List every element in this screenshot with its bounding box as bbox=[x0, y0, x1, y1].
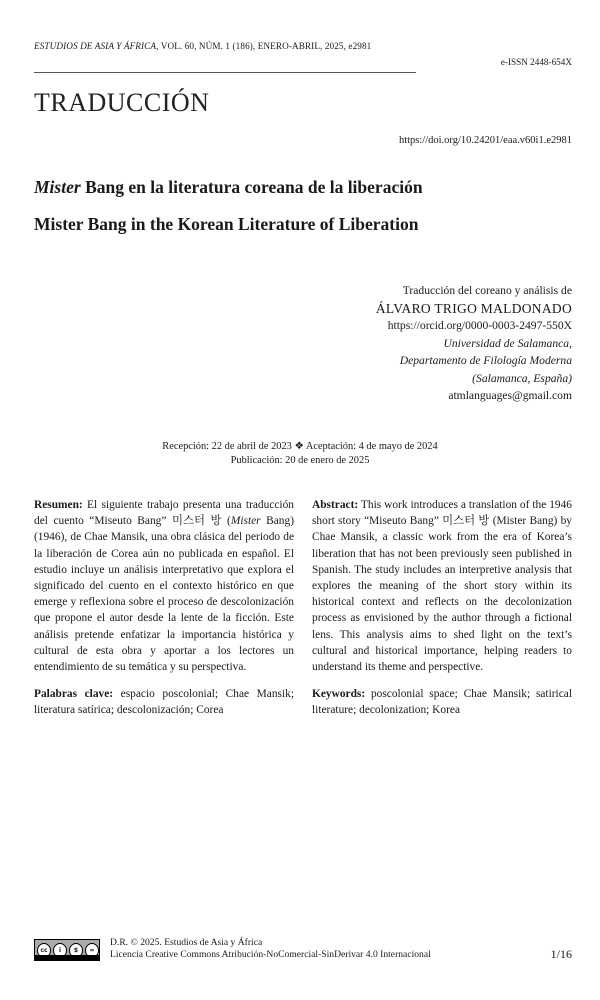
section-title: TRADUCCIÓN bbox=[34, 88, 210, 117]
footer-text bbox=[110, 937, 431, 961]
page-number: 1/16 bbox=[550, 947, 572, 961]
author-role: Traducción del coreano y análisis de bbox=[402, 284, 572, 297]
palabras-clave-text: espacio poscolonial; Chae Mansik; literatura satírica; descolonización; Corea bbox=[34, 688, 294, 717]
palabras-clave bbox=[34, 686, 294, 718]
keywords-text: poscolonial space; Chae Mansik; satirical literature; decolonization; Korea bbox=[312, 688, 572, 717]
journal-header bbox=[34, 41, 371, 51]
title-es-rest: Bang en la literatura coreana de la liberación bbox=[80, 177, 423, 197]
resumen-label: Resumen: bbox=[34, 499, 83, 511]
date-received: Recepción: 22 de abril de 2023 bbox=[162, 441, 292, 452]
keywords bbox=[312, 686, 572, 718]
header-divider bbox=[34, 72, 416, 73]
abstract-text: This work introduces a translation of the 1946 short story “Miseuto Bang” 미스터 방 (Mister Bang) by Chae Mansik, a classic work from the era of Korea’s liberation that has not been previously seen published in Spanish. The study includes an interpretive analysis that explores the meaning of the short story within its historical context and reflects on the decolonization process as envisioned by the author through a fictional lens. This analysis aims to shed light on the text’s cultural and historical importance, helping readers to understand its theme and perspective. bbox=[312, 499, 572, 674]
resumen-italic: Mister bbox=[230, 515, 261, 528]
article-title-spanish bbox=[34, 177, 423, 198]
eissn: e-ISSN 2448-654X bbox=[500, 57, 572, 67]
footer-license: Licencia Creative Commons Atribución-NoComercial-SinDerivar 4.0 Internacional bbox=[110, 949, 431, 960]
date-accepted: Aceptación: 4 de mayo de 2024 bbox=[305, 441, 438, 452]
palabras-clave-label: Palabras clave: bbox=[34, 688, 114, 701]
doi-link[interactable]: https://doi.org/10.24201/eaa.v60i1.e2981 bbox=[398, 135, 572, 146]
author-affiliation-3: (Salamanca, España) bbox=[472, 371, 572, 385]
journal-volume: , VOL. 60, NÚM. 1 (186), ENERO-ABRIL, 2025, e2981 bbox=[156, 41, 372, 51]
abstract-paragraph bbox=[312, 497, 572, 675]
abstract-english bbox=[312, 497, 572, 719]
author-block bbox=[376, 282, 572, 405]
footer-copyright: D.R. © 2025. Estudios de Asia y África bbox=[110, 937, 263, 948]
author-affiliation-2: Departamento de Filología Moderna bbox=[399, 354, 572, 367]
date-separator: ❖ bbox=[294, 441, 304, 452]
cc-by-nc-nd-badge-icon[interactable]: cc i $ = bbox=[34, 939, 100, 961]
date-published: Publicación: 20 de enero de 2025 bbox=[230, 455, 370, 466]
author-email[interactable]: atmlanguages@gmail.com bbox=[448, 389, 572, 402]
abstract-spanish bbox=[34, 497, 294, 719]
abstract-label: Abstract: bbox=[312, 499, 359, 511]
resumen-text-2: Bang) (1946), de Chae Mansik, una obra clásica del periodo de la liberación de Corea aún no publicada en español. El estudio incluye un análisis interpretativo que explora el significado del cuento en el contexto histórico en que emerge y reflexiona sobre el proceso de descolonización que propone el autor desde la lente de la ficción. Este análisis pretende enfatizar la importancia histórica y cultural de esta obra y aportar a los lectores un entendimiento de su temática y su perspectiva. bbox=[34, 515, 294, 674]
title-es-italic: Mister bbox=[34, 177, 81, 197]
author-name: ÁLVARO TRIGO MALDONADO bbox=[375, 300, 572, 316]
publication-dates bbox=[0, 440, 600, 468]
journal-name: ESTUDIOS DE ASIA Y ÁFRICA bbox=[34, 41, 157, 51]
resumen-paragraph bbox=[34, 497, 294, 675]
author-orcid[interactable]: https://orcid.org/0000-0003-2497-550X bbox=[387, 319, 572, 332]
keywords-label: Keywords: bbox=[312, 688, 366, 701]
resumen-text-1: El siguiente trabajo presenta una traducción del cuento “Miseuto Bang” 미스터 방 ( bbox=[34, 499, 294, 528]
article-title-english: Mister Bang in the Korean Literature of Liberation bbox=[34, 214, 419, 234]
author-affiliation-1: Universidad de Salamanca, bbox=[443, 336, 572, 350]
